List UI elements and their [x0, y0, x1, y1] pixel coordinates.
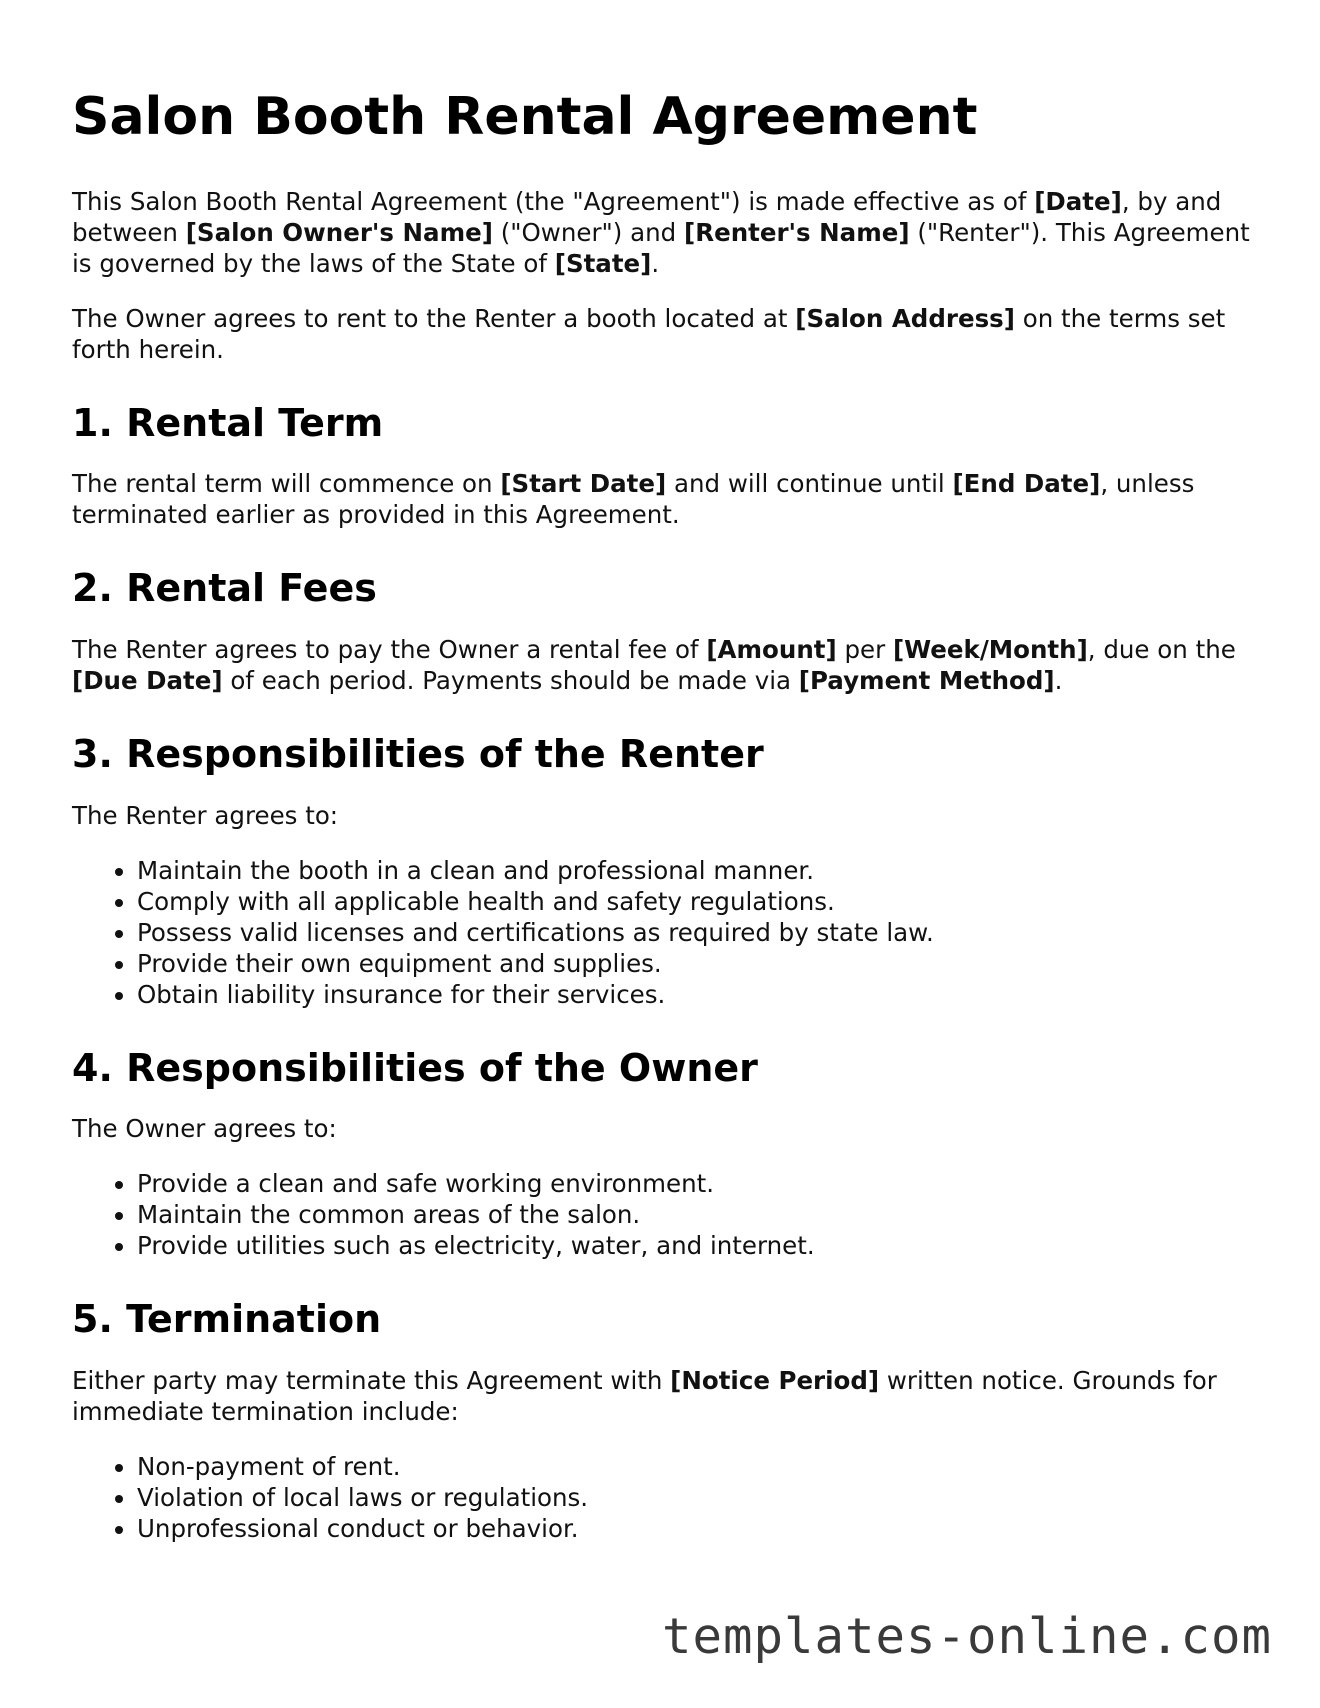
list-item: • Obtain liability insurance for their services. — [137, 979, 1262, 1010]
intro-text: The Owner agrees to rent to the Renter a booth located at — [72, 303, 796, 333]
owner-responsibilities-list — [72, 1168, 1262, 1261]
placeholder-state: [State] — [554, 248, 652, 278]
intro-text: , by and between — [72, 186, 1222, 247]
rental-term-paragraph — [72, 468, 1262, 530]
list-item: • Violation of local laws or regulations. — [137, 1482, 1262, 1513]
termination-grounds-list — [72, 1451, 1262, 1544]
body-text: Either party may terminate this Agreement with — [72, 1365, 671, 1395]
body-text: , unless terminated earlier as provided in this Agreement. — [72, 469, 1195, 530]
placeholder-payment-method: [Payment Method] — [798, 665, 1055, 695]
intro-text: ("Owner") and — [492, 217, 685, 247]
list-item: • Possess valid licenses and certifications as required by state law. — [137, 917, 1262, 948]
list-item: • Provide a clean and safe working environment. — [137, 1168, 1262, 1199]
list-item: • Provide their own equipment and supplies. — [137, 948, 1262, 979]
intro-text: ("Renter"). This Agreement is governed by the laws of the State of — [72, 217, 1250, 278]
placeholder-date: [Date] — [1034, 186, 1122, 216]
body-text: per — [836, 634, 893, 664]
list-item: • Maintain the booth in a clean and professional manner. — [137, 855, 1262, 886]
list-item: • Maintain the common areas of the salon. — [137, 1199, 1262, 1230]
section-heading-rental-fees: 2. Rental Fees — [72, 566, 377, 611]
body-text: , due on the — [1087, 634, 1236, 664]
placeholder-end-date: [End Date] — [952, 469, 1101, 499]
placeholder-due-date: [Due Date] — [72, 665, 223, 695]
body-text: of each period. Payments should be made via — [222, 665, 799, 695]
section-heading-rental-term: 1. Rental Term — [72, 400, 384, 445]
termination-paragraph — [72, 1365, 1262, 1427]
body-text: . — [1054, 665, 1063, 695]
section-heading-termination: 5. Termination — [72, 1297, 382, 1342]
placeholder-renter-name: [Renter's Name] — [684, 217, 910, 247]
section-heading-renter-responsibilities: 3. Responsibilities of the Renter — [72, 731, 764, 776]
section-heading-owner-responsibilities: 4. Responsibilities of the Owner — [72, 1045, 758, 1090]
list-item: • Comply with all applicable health and safety regulations. — [137, 886, 1262, 917]
document-title: Salon Booth Rental Agreement — [72, 87, 978, 147]
list-item: • Provide utilities such as electricity, water, and internet. — [137, 1230, 1262, 1261]
placeholder-notice-period: [Notice Period] — [670, 1365, 880, 1395]
rental-fees-paragraph — [72, 634, 1262, 696]
renter-responsibilities-list — [72, 855, 1262, 1010]
body-text: The Renter agrees to pay the Owner a rental fee of — [72, 634, 707, 664]
watermark: templates-online.com — [661, 1608, 1272, 1665]
placeholder-salon-address: [Salon Address] — [795, 303, 1015, 333]
placeholder-period: [Week/Month] — [892, 634, 1088, 664]
owner-responsibilities-lead: The Owner agrees to: — [72, 1114, 337, 1144]
body-text: written notice. Grounds for immediate termination include: — [72, 1365, 1217, 1426]
list-item: • Unprofessional conduct or behavior. — [137, 1513, 1262, 1544]
placeholder-amount: [Amount] — [706, 634, 837, 664]
body-text: and will continue until — [666, 469, 953, 499]
placeholder-owner-name: [Salon Owner's Name] — [185, 217, 493, 247]
intro-text: This Salon Booth Rental Agreement (the "Agreement") is made effective as of — [72, 186, 1035, 216]
renter-responsibilities-lead: The Renter agrees to: — [72, 800, 339, 830]
intro-text: on the terms set forth herein. — [72, 303, 1226, 364]
intro-text: . — [651, 248, 660, 278]
booth-location-paragraph — [72, 303, 1262, 365]
placeholder-start-date: [Start Date] — [500, 469, 667, 499]
intro-paragraph — [72, 186, 1262, 279]
list-item: • Non-payment of rent. — [137, 1451, 1262, 1482]
body-text: The rental term will commence on — [72, 469, 501, 499]
document — [72, 88, 1262, 1580]
